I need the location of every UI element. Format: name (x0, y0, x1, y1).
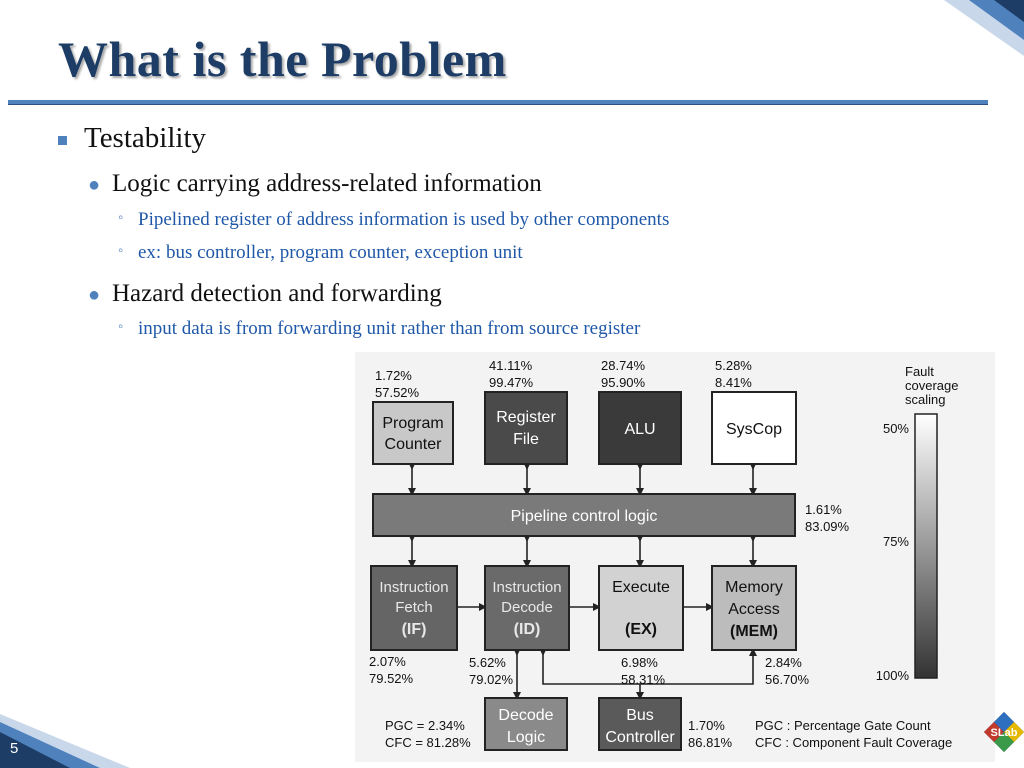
instruction-fetch-pgc: 2.07% (369, 654, 406, 669)
alu-cfc: 95.90% (601, 375, 646, 390)
scale-title-3: scaling (905, 392, 946, 407)
pipeline-control-label: Pipeline control logic (510, 508, 658, 525)
register-file-pgc: 41.11% (489, 358, 533, 373)
syscop-label: SysCop (725, 421, 783, 438)
bus-controller-pgc: 1.70% (688, 718, 725, 733)
page-number: 5 (10, 740, 19, 757)
program-counter-label-1: Program (382, 415, 444, 432)
bullet-pipelined-register: Pipelined register of address information is used by other components (138, 209, 670, 230)
instruction-decode-label-1: Instruction (492, 579, 562, 596)
corner-decoration-bottom-left (0, 708, 130, 768)
execute-cfc: 58.31% (621, 672, 666, 687)
instruction-fetch-cfc: 79.52% (369, 671, 414, 686)
bus-controller-cfc: 86.81% (688, 735, 733, 750)
round-bullet-icon: ● (88, 174, 101, 196)
title-divider (8, 100, 988, 105)
instruction-decode-label-2: Decode (501, 599, 553, 616)
total-cfc: CFC = 81.28% (385, 735, 471, 750)
bullet-example-components: ex: bus controller, program counter, exception unit (138, 242, 523, 263)
slab-logo-text: SLab (990, 727, 1018, 739)
register-file-label-1: Register (496, 409, 556, 426)
fault-coverage-scale-bar (915, 414, 937, 678)
instruction-fetch-label-2: Fetch (395, 599, 433, 616)
instruction-fetch-label-1: Instruction (379, 579, 449, 596)
program-counter-pgc: 1.72% (375, 368, 412, 383)
instruction-decode-label-3: (ID) (513, 621, 541, 638)
scale-tick-50: 50% (882, 421, 909, 436)
pipeline-control-pgc: 1.61% (805, 502, 842, 517)
register-file-label-2: File (513, 431, 539, 448)
circle-bullet-icon: ◦ (118, 210, 124, 226)
slab-logo-icon (984, 712, 1024, 768)
syscop-cfc: 8.41% (715, 375, 752, 390)
instruction-decode-pgc: 5.62% (469, 655, 506, 670)
circle-bullet-icon: ◦ (118, 319, 124, 335)
memory-access-label-2: Access (728, 601, 780, 618)
memory-access-cfc: 56.70% (765, 672, 810, 687)
legend-pgc: PGC : Percentage Gate Count (755, 718, 931, 733)
program-counter-label-2: Counter (384, 436, 442, 453)
decode-logic-label-2: Logic (506, 729, 546, 746)
register-file-cfc: 99.47% (489, 375, 534, 390)
circle-bullet-icon: ◦ (118, 243, 124, 259)
decode-logic-label-1: Decode (498, 707, 554, 724)
legend-cfc: CFC : Component Fault Coverage (755, 735, 953, 750)
scale-tick-100: 100% (875, 668, 909, 683)
bullet-testability: Testability (84, 122, 207, 154)
instruction-decode-cfc: 79.02% (469, 672, 514, 687)
slide-title: What is the Problem (58, 31, 507, 87)
scale-tick-75: 75% (882, 534, 909, 549)
program-counter-block (373, 402, 453, 464)
execute-pgc: 6.98% (621, 655, 658, 670)
bullet-forwarding-input: input data is from forwarding unit rather than from source register (138, 318, 641, 339)
scale-title-1: Fault (905, 364, 934, 379)
bus-controller-label-2: Controller (605, 729, 675, 746)
bullet-hazard-detection: Hazard detection and forwarding (112, 280, 442, 307)
alu-label: ALU (624, 421, 656, 438)
memory-access-label-1: Memory (725, 579, 783, 596)
alu-pgc: 28.74% (601, 358, 646, 373)
register-file-block (485, 392, 567, 464)
instruction-fetch-label-3: (IF) (401, 621, 427, 638)
pipeline-control-cfc: 83.09% (805, 519, 850, 534)
pipeline-fault-coverage-diagram (355, 352, 995, 762)
execute-label-2: (EX) (625, 621, 657, 638)
program-counter-cfc: 57.52% (375, 385, 420, 400)
corner-decoration-top-right (884, 0, 1024, 60)
round-bullet-icon: ● (88, 284, 101, 306)
execute-label-1: Execute (612, 579, 670, 596)
square-bullet-icon (58, 136, 67, 145)
total-pgc: PGC = 2.34% (385, 718, 465, 733)
memory-access-pgc: 2.84% (765, 655, 802, 670)
syscop-pgc: 5.28% (715, 358, 752, 373)
bullet-logic-address: Logic carrying address-related information (112, 170, 542, 197)
bus-controller-label-1: Bus (626, 707, 654, 724)
scale-title-2: coverage (905, 378, 959, 393)
memory-access-label-3: (MEM) (730, 623, 778, 640)
